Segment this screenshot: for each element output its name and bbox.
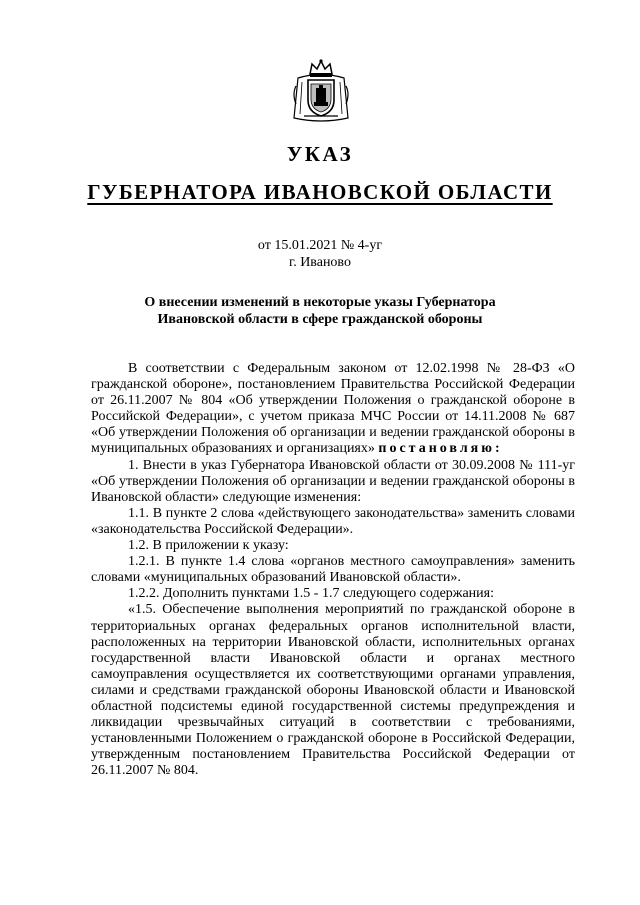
paragraph-1-2: 1.2. В приложении к указу:: [128, 538, 289, 554]
document-body: [91, 361, 575, 779]
document-type-title: УКАЗ: [286, 142, 354, 166]
decree-word: постановляю:: [378, 441, 503, 457]
paragraph-1-5: «1.5. Обеспечение выполнения мероприятий по гражданской обороне в территориальных органах федеральных органов исполнительной власти, расположенных на территории Ивановской области, исполнительных органах государственной власти Ивановской области и органах местного самоуправления осуществляется их соответствующими органами управления, силами и средствами гражданской обороны Ивановской области и Ивановской областной подсистемы единой государственной системы предупреждения и ликвидации чрезвычайных ситуаций в соответствии с требованиями, установленными Положением о гражданской обороне в Российской Федерации, утвержденным постановлением Правительства Российской Федерации от 26.11.2007 № 804.: [91, 602, 575, 779]
preamble-paragraph: [91, 361, 575, 458]
paragraph-1: 1. Внести в указ Губернатора Ивановской области от 30.09.2008 № 111-уг «Об утверждении Положения об организации и ведении гражданской обороны в Ивановской области» следующие изменения:: [91, 457, 575, 505]
issuer-title: ГУБЕРНАТОРА ИВАНОВСКОЙ ОБЛАСТИ: [87, 180, 553, 204]
document-subject: [130, 294, 510, 328]
date-and-number: от 15.01.2021 № 4-уг: [257, 238, 383, 253]
coat-of-arms-icon: [290, 58, 352, 124]
paragraph-1-2-2: 1.2.2. Дополнить пунктами 1.5 - 1.7 следующего содержания:: [128, 586, 494, 602]
subject-line-2: Ивановской области в сфере гражданской обороны: [157, 312, 483, 327]
preamble-text: В соответствии с Федеральным законом от 12.02.1998 № 28-ФЗ «О гражданской обороне», постановлением Правительства Российской Федерации от 26.11.2007 № 804 «Об утверждении Положения о гражданской обороне в Российской Федерации», с учетом приказа МЧС России от 14.11.2008 № 687 «Об утверждении Положения об организации и ведении гражданской обороны в муниципальных образованиях и организациях»: [91, 361, 575, 457]
paragraph-1-2-1: 1.2.1. В пункте 1.4 слова «органов местного самоуправления» заменить словами «муниципальных образований Ивановской области».: [91, 554, 575, 586]
paragraph-1-1: 1.1. В пункте 2 слова «действующего законодательства» заменить словами «законодательства Российской Федерации».: [91, 505, 575, 537]
city-name: г. Иваново: [289, 255, 351, 270]
subject-line-1: О внесении изменений в некоторые указы Губернатора: [144, 295, 496, 310]
